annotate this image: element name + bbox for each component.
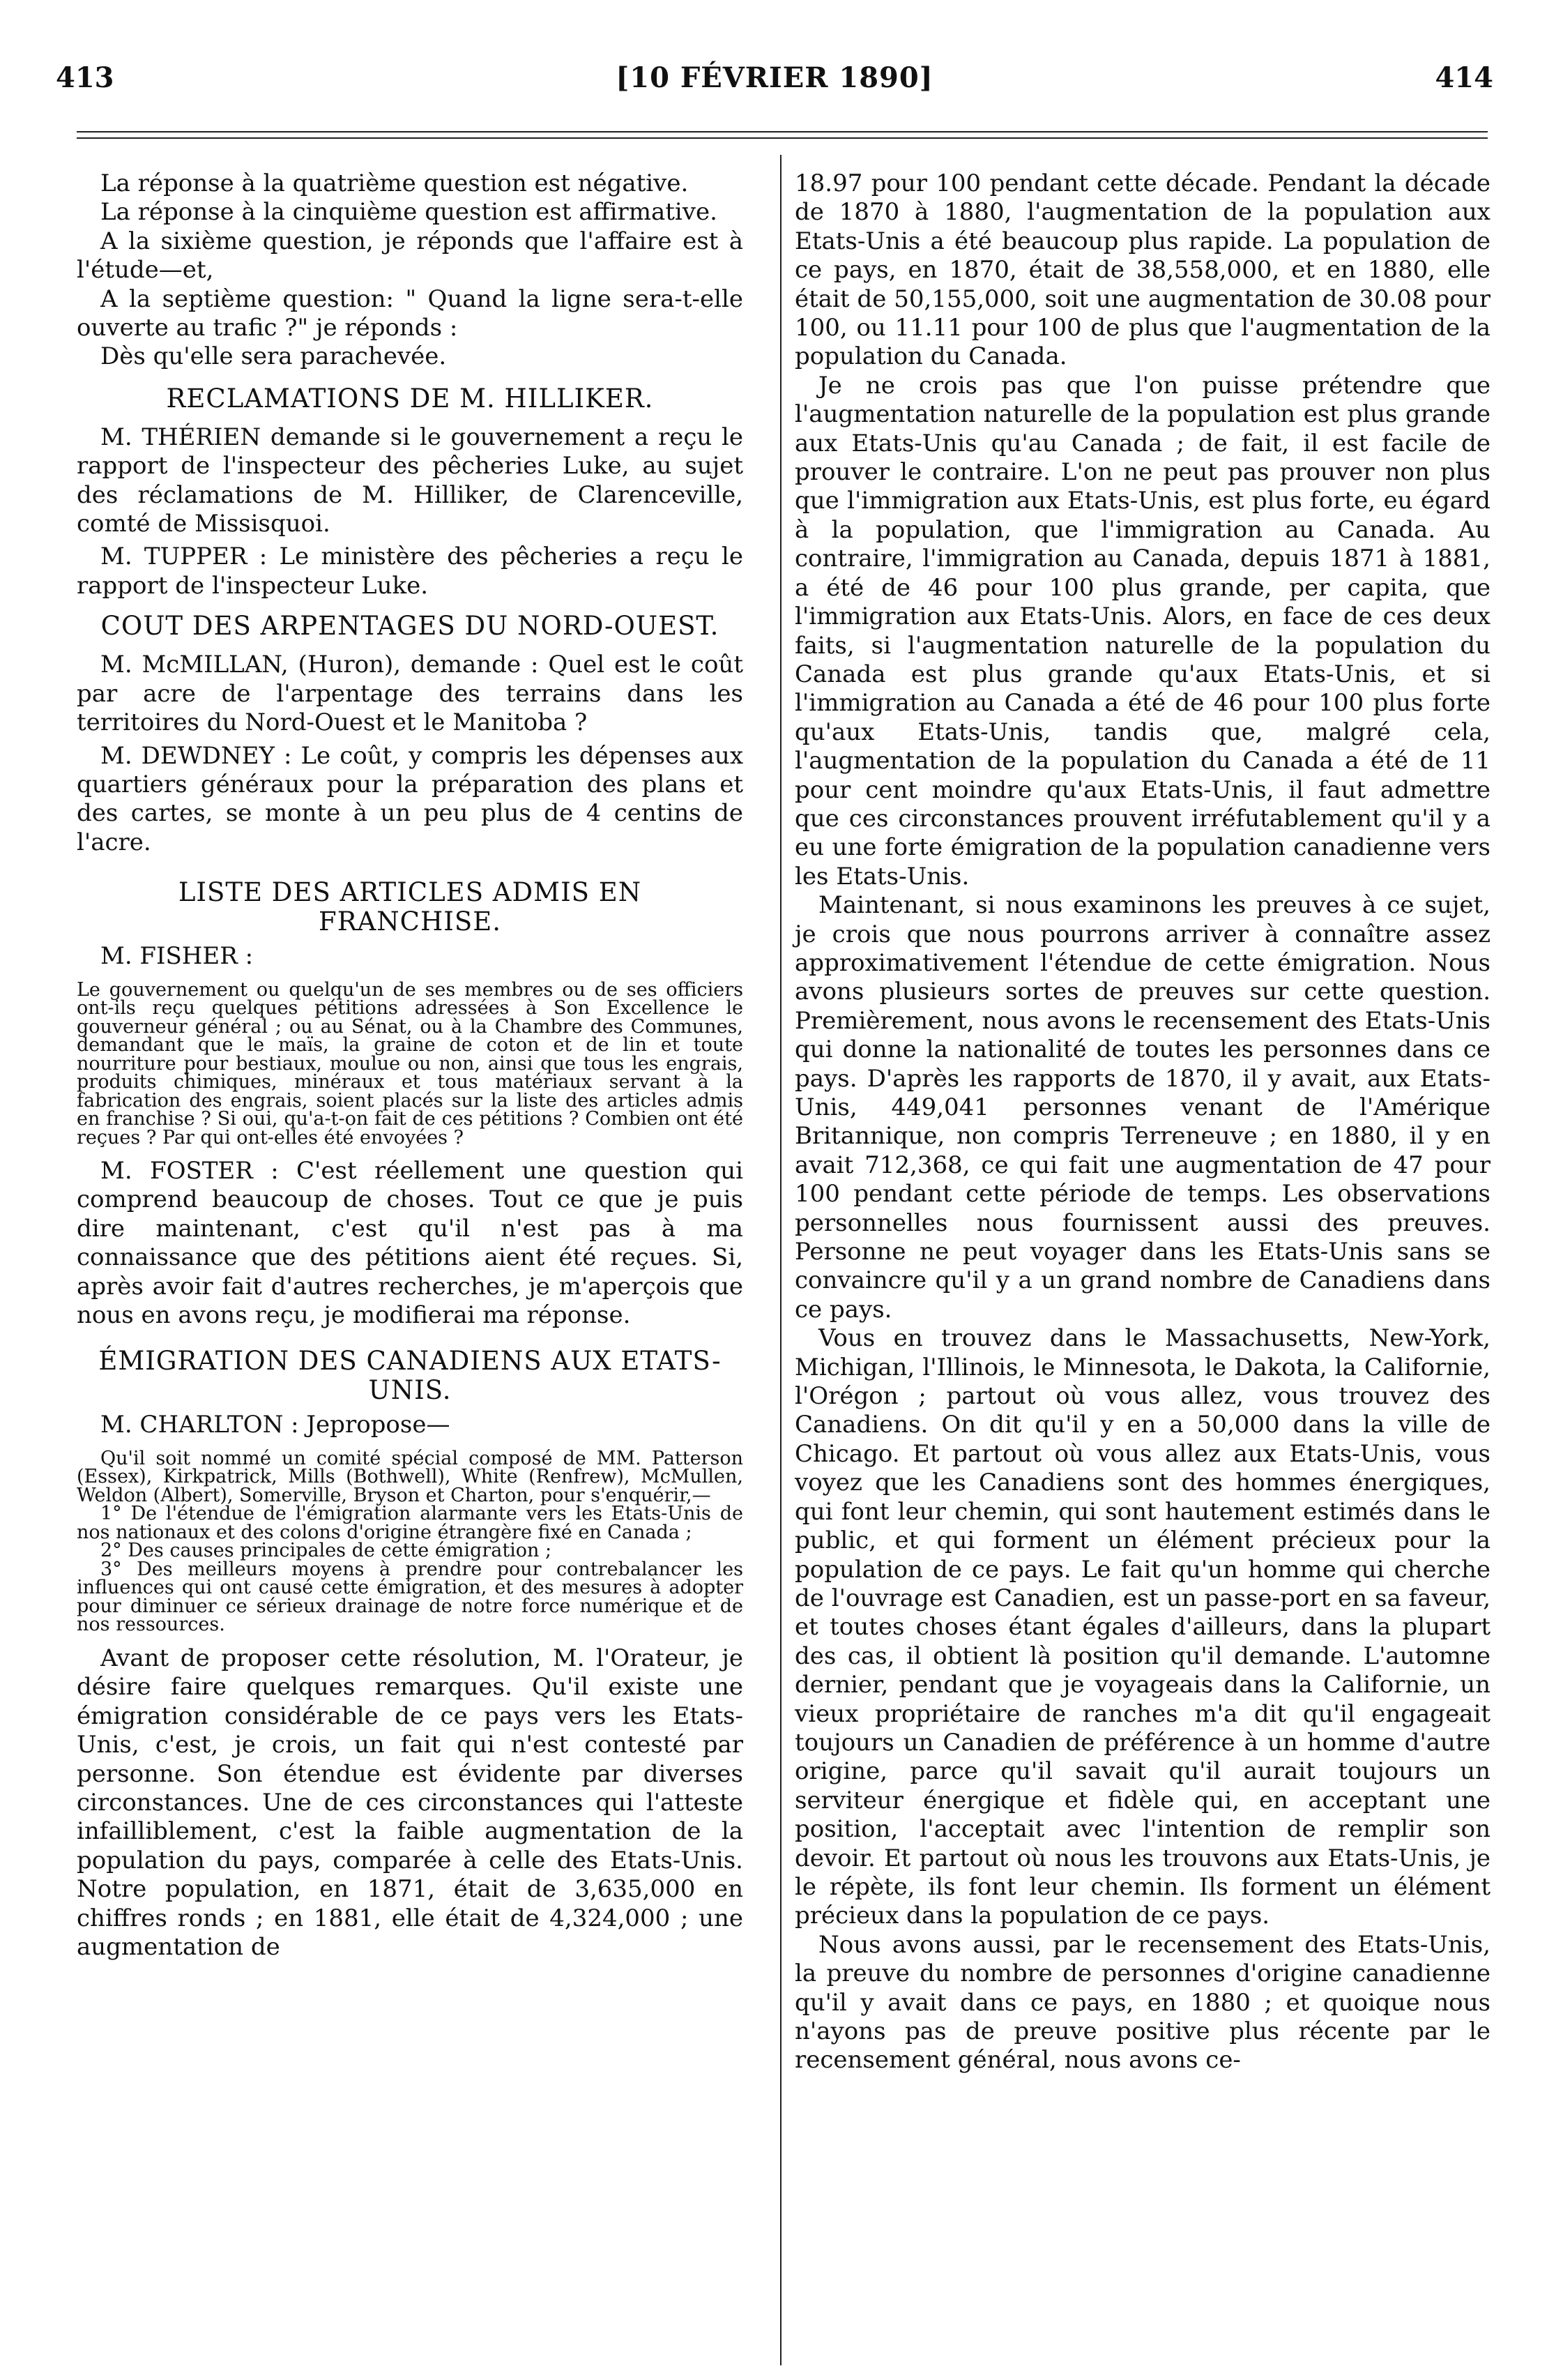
section-heading: COUT DES ARPENTAGES DU NORD-OUEST. [100, 611, 719, 642]
page-number-left: 413 [56, 61, 114, 94]
column-divider [780, 155, 782, 2365]
paragraph: A la septième question: " Quand la ligne sera-t-elle ouverte au trafic ?" je réponds : [77, 285, 743, 342]
right-column [795, 169, 1490, 2075]
paragraph: M. FOSTER : C'est réellement une question qui comprend beaucoup de choses. Tout ce que je puis dire maintenant, c'est qu'il n'est pas à ma connaissance que des pétitions aient été reçues. Si, après avoir fait d'autres recherches, je m'aperçois que nous en avons reçu, je modifierai ma réponse. [77, 1157, 743, 1330]
page-number-right: 414 [1435, 61, 1493, 94]
paragraph: M. DEWDNEY : Le coût, y compris les dépenses aux quartiers généraux pour la préparation des plans et des cartes, se monte à un peu plus de 4 centins de l'acre. [77, 741, 743, 856]
paragraph: La réponse à la quatrième question est négative. [100, 169, 689, 197]
paragraph: 18.97 pour 100 pendant cette décade. Pendant la décade de 1870 à 1880, l'augmentation de la population aux Etats-Unis a été beaucoup plus rapide. La population de ce pays, en 1870, était de 38,558,000, et en 1880, elle était de 50,155,000, soit une augmentation de 30.08 pour 100, ou 11.11 pour 100 de plus que l'augmentation de la population du Canada. [795, 169, 1490, 371]
paragraph: M. THÉRIEN demande si le gouvernement a reçu le rapport de l'inspecteur des pêcheries Luke, au sujet des réclamations de M. Hilliker, de Clarenceville, comté de Missisquoi. [77, 423, 743, 538]
section-heading: LISTE DES ARTICLES ADMIS EN FRANCHISE. [178, 877, 642, 937]
page-date: [10 FÉVRIER 1890] [616, 61, 933, 94]
header-rule-bottom [77, 137, 1488, 139]
question-text: Le gouvernement ou quelqu'un de ses membres ou de ses officiers ont-ils reçu quelques pétitions adressées à Son Excellence le gouverneur général ; ou au Sénat, ou à la Chambre des Communes, demandant que le maïs, la graine de coton et de lin et toute nourriture pour bestiaux, moulue ou non, ainsi que tous les engrais, produits chimiques, minéraux et tous matériaux servant à la fabrication des engrais, soient placés sur la liste des articles admis en franchise ? Si oui, qu'a-t-on fait de ces pétitions ? Combien ont été reçues ? Par qui ont-elles été envoyées ? [77, 978, 743, 1149]
left-column [77, 169, 743, 1962]
motion-text: Qu'il soit nommé un comité spécial composé de MM. Patterson (Essex), Kirkpatrick, Mills (Bothwell), White (Renfrew), McMullen, Weldon (Albert), Somerville, Bryson et Charton, pour s'enquérir,— [77, 1447, 743, 1506]
paragraph: Dès qu'elle sera parachevée. [100, 342, 447, 371]
motion-item: 3° Des meilleurs moyens à prendre pour contrebalancer les influences qui ont causé cette émigration, et des mesures à adopter pour diminuer ce sérieux drainage de notre force numérique et de nos ressources. [77, 1558, 743, 1636]
paragraph: Nous avons aussi, par le recensement des Etats-Unis, la preuve du nombre de personnes d'origine canadienne qu'il y avait dans ce pays, en 1880 ; et quoique nous n'ayons pas de preuve positive plus récente par le recensement général, nous avons ce- [795, 1930, 1490, 2075]
paragraph: Vous en trouvez dans le Massachusetts, New-York, Michigan, l'Illinois, le Minnesota, le Dakota, la Californie, l'Orégon ; partout où vous allez, vous trouvez des Canadiens. On dit qu'il y en a 50,000 dans la ville de Chicago. Et partout où vous allez aux Etats-Unis, vous voyez que les Canadiens sont des hommes énergiques, qui font leur chemin, qui sont hautement estimés dans le public, et qui forment un élément précieux pour la population de ce pays. Le fait qu'un homme qui cherche de l'ouvrage est Canadien, est un passe-port en sa faveur, et toutes choses étant égales d'ailleurs, dans la plupart des cas, il obtient là position qu'il demande. L'automne dernier, pendant que je voyageais dans la Californie, un vieux propriétaire de ranches m'a dit qu'il engageait toujours un Canadien de préférence à un homme d'autre origine, parce qu'il savait qu'il aurait toujours un serviteur énergique et fidèle qui, en acceptant une position, l'acceptait avec l'intention de remplir son devoir. Et partout où nous les trouvons aux Etats-Unis, je le répète, ils font leur chemin. Ils forment un élément précieux dans la population de ce pays. [795, 1324, 1490, 1930]
motion-item: 1° De l'étendue de l'émigration alarmante vers les Etats-Unis de nos nationaux et des colons d'origine étrangère fixé en Canada ; [77, 1503, 743, 1543]
page-header [56, 61, 1493, 103]
header-rule-top [77, 131, 1488, 132]
paragraph: M. McMILLAN, (Huron), demande : Quel est le coût par acre de l'arpentage des terrains dans les territoires du Nord-Ouest et le Manitoba ? [77, 651, 743, 737]
paragraph: M. FISHER : [100, 942, 254, 971]
paragraph: M. TUPPER : Le ministère des pêcheries a reçu le rapport de l'inspecteur Luke. [77, 543, 743, 600]
paragraph: A la sixième question, je réponds que l'affaire est à l'étude—et, [77, 227, 743, 285]
motion-item: 2° Des causes principales de cette émigration ; [100, 1540, 552, 1562]
paragraph: M. CHARLTON : Jepropose— [100, 1411, 450, 1439]
paragraph: Je ne crois pas que l'on puisse prétendre que l'augmentation naturelle de la population est plus grande aux Etats-Unis qu'au Canada ; de fait, il est facile de prouver le contraire. L'on ne peut pas prouver non plus que l'immigration aux Etats-Unis, est plus forte, eu égard à la population, que l'immigration au Canada. Au contraire, l'immigration au Canada, depuis 1871 à 1881, a été de 46 pour 100 plus grande, per capita, que l'immigration aux Etats-Unis. Alors, en face de ces deux faits, si l'augmentation naturelle de la population du Canada est plus grande qu'aux Etats-Unis, et si l'immigration au Canada a été de 46 pour 100 plus forte qu'aux Etats-Unis, tandis que, malgré cela, l'augmentation de la population du Canada a été de 11 pour cent moindre qu'aux Etats-Unis, il faut admettre que ces circonstances prouvent irréfutablement qu'il y a eu une forte émigration de la population canadienne vers les Etats-Unis. [795, 371, 1490, 890]
paragraph: La réponse à la cinquième question est affirmative. [100, 198, 717, 227]
section-heading: ÉMIGRATION DES CANADIENS AUX ETATS-UNIS. [98, 1346, 722, 1406]
section-heading: RECLAMATIONS DE M. HILLIKER. [166, 383, 654, 414]
paragraph: Avant de proposer cette résolution, M. l'Orateur, je désire faire quelques remarques. Qu'il existe une émigration considérable de ce pays vers les Etats-Unis, c'est, je crois, un fait qui n'est contesté par personne. Son étendue est évidente par diverses circonstances. Une de ces circonstances qui l'atteste infailliblement, c'est la faible augmentation de la population du pays, comparée à celle des Etats-Unis. Notre population, en 1871, était de 3,635,000 en chiffres ronds ; en 1881, elle était de 4,324,000 ; une augmentation de [77, 1644, 743, 1961]
paragraph: Maintenant, si nous examinons les preuves à ce sujet, je crois que nous pourrons arriver à connaître assez approximativement l'étendue de cette émigration. Nous avons plusieurs sortes de preuves sur cette question. Premièrement, nous avons le recensement des Etats-Unis qui donne la nationalité de toutes les personnes dans ce pays. D'après les rapports de 1870, il y avait, aux Etats-Unis, 449,041 personnes venant de l'Amérique Britannique, non compris Terreneuve ; en 1880, il y en avait 712,368, ce qui fait une augmentation de 47 pour 100 pendant cette période de temps. Les observations personnelles nous fournissent aussi des preuves. Personne ne peut voyager dans les Etats-Unis sans se convaincre qu'il y a un grand nombre de Canadiens dans ce pays. [795, 891, 1490, 1324]
